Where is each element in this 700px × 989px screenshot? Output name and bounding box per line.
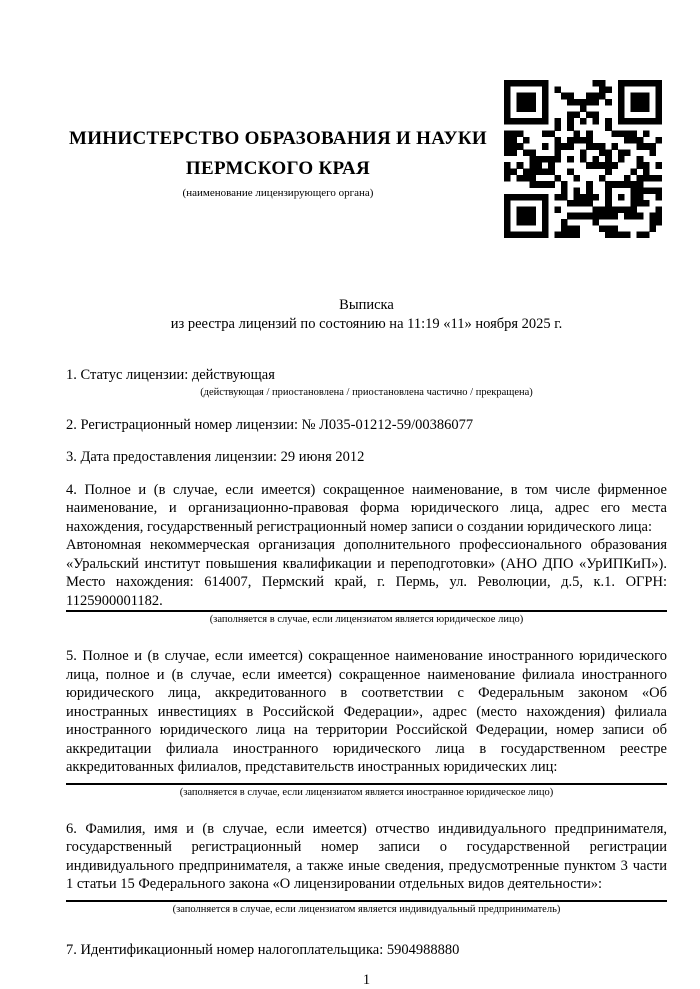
item-taxpayer-number: 7. Идентификационный номер налогоплательщика: 5904988880 [66, 941, 460, 958]
legal-entity-caption: (заполняется в случае, если лицензиатом является юридическое лицо) [209, 614, 524, 625]
entrepreneur-caption: (заполняется в случае, если лицензиатом является индивидуальный предприниматель) [172, 903, 561, 915]
issuing-authority-line2: ПЕРМСКОГО КРАЯ [185, 158, 371, 179]
document-header [66, 124, 490, 200]
item-license-status-options-caption: (действующая / приостановлена / приостановлена частично / прекращена) [200, 386, 533, 398]
foreign-entity-caption: (заполняется в случае, если лицензиатом является иностранное юридическое лицо) [179, 786, 554, 798]
issuing-authority-line1: МИНИСТЕРСТВО ОБРАЗОВАНИЯ И НАУКИ [68, 128, 488, 149]
item-foreign-entity-question: 5. Полное и (в случае, если имеется) сокращенное наименование иностранного юридического лица, полное и (в случае, если имеется) сокращенное наименование филиала иностранного юридического лица, аккредитованного в соответствии с Федеральным законом «Об иностранных инвестициях в Российской Федерации», адрес (место нахождения) филиала иностранного юридического лица на территории Российской Федерации, номер записи об аккредитации филиала иностранного юридического лица в государственном реестре аккредитованных филиалов, представительств иностранных юридических лиц: [66, 648, 667, 775]
document-title [66, 296, 667, 334]
legal-entity-underline [66, 610, 667, 612]
item-registration-number: 2. Регистрационный номер лицензии: № Л035-01212-59/00386077 [66, 416, 474, 433]
item-license-status: 1. Статус лицензии: действующая [66, 367, 275, 383]
qr-code-icon [504, 80, 662, 238]
document-title-line1: Выписка [339, 297, 394, 313]
item-legal-entity-question: 4. Полное и (в случае, если имеется) сокращенное наименование, в том числе фирменное наименование, и организационно-правовая форма юридического лица, адрес его места нахождения, государственный регистрационный номер записи о создании юридического лица: [66, 481, 667, 535]
item-legal-entity-answer: Автономная некоммерческая организация дополнительного профессионального образования «Уральский институт повышения квалификации и переподготовки» (АНО ДПО «УрИПКиП»). Место нахождения: 614007, Пермский край, г. Пермь, ул. Революции, д.5, к.1. ОГРН: 1125900001182. [66, 537, 667, 609]
foreign-entity-underline [66, 783, 667, 785]
item-license-grant-date: 3. Дата предоставления лицензии: 29 июня 2012 [66, 449, 365, 465]
page-number: 1 [362, 972, 371, 988]
document-title-line2: из реестра лицензий по состоянию на 11:19 «11» ноября 2025 г. [170, 316, 563, 332]
issuing-authority-caption: (наименование лицензирующего органа) [182, 187, 374, 199]
item-entrepreneur-question: 6. Фамилия, имя и (в случае, если имеется) отчество индивидуального предпринимателя, государственный регистрационный номер записи о государственной регистрации индивидуального предпринимателя, а также иные сведения, предусмотренные пунктом 3 части 1 статьи 15 Федерального закона «О лицензировании отдельных видов деятельности»: [66, 820, 667, 892]
entrepreneur-underline [66, 900, 667, 902]
